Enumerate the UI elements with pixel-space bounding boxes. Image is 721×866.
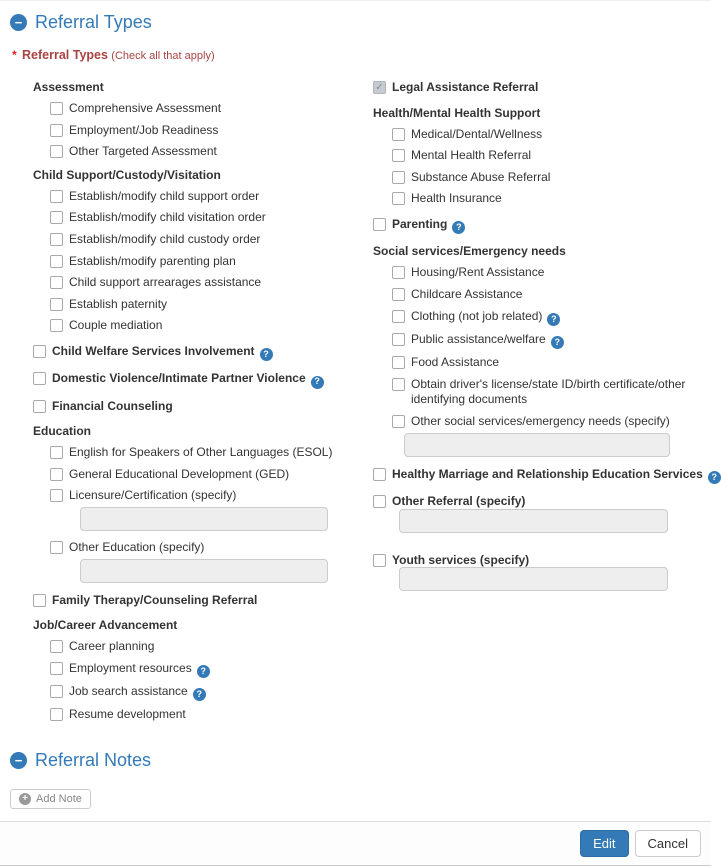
row-other-education <box>50 540 373 556</box>
checkbox-child-welfare-services[interactable] <box>33 345 46 358</box>
checkbox-columns <box>0 72 718 729</box>
label-ged[interactable]: General Educational Development (GED) <box>69 466 290 481</box>
checkbox-medical-dental-wellness[interactable] <box>392 128 405 141</box>
form-footer <box>0 821 711 866</box>
label-employment-job-readiness[interactable]: Employment/Job Readiness <box>69 122 219 137</box>
checkbox-employment-resources[interactable] <box>50 662 63 675</box>
label-other-education[interactable]: Other Education (specify) <box>69 540 205 554</box>
checkbox-financial-counseling[interactable] <box>33 400 46 413</box>
checkbox-youth-services[interactable] <box>373 554 386 567</box>
row-food-assistance <box>392 355 701 371</box>
label-public-assistance-welfare[interactable]: Public assistance/welfare <box>411 331 546 346</box>
group-header-social-services: Social services/Emergency needs <box>373 244 566 259</box>
row-other-targeted-assessment <box>50 144 373 160</box>
checkbox-other-targeted-assessment[interactable] <box>50 145 63 158</box>
add-note-label: Add Note <box>36 793 82 806</box>
label-medical-dental-wellness[interactable]: Medical/Dental/Wellness <box>411 126 543 141</box>
row-job-search-assistance <box>50 684 373 701</box>
row-career-planning <box>50 639 373 655</box>
checkbox-family-therapy[interactable] <box>33 594 46 607</box>
label-employment-resources[interactable]: Employment resources <box>69 660 192 675</box>
checkbox-legal-assistance-checked-disabled: ✓ <box>373 81 386 94</box>
help-icon[interactable]: ? <box>547 313 560 326</box>
label-comprehensive-assessment[interactable]: Comprehensive Assessment <box>69 101 222 115</box>
label-child-support-arrearages[interactable]: Child support arrearages assistance <box>69 275 262 290</box>
label-child-welfare-services[interactable]: Child Welfare Services Involvement <box>52 343 255 358</box>
row-ged <box>50 467 373 483</box>
checkbox-esol[interactable] <box>50 446 63 459</box>
label-establish-paternity[interactable]: Establish paternity <box>69 296 168 311</box>
label-domestic-violence[interactable]: Domestic Violence/Intimate Partner Violence <box>52 371 306 386</box>
label-mental-health-referral[interactable]: Mental Health Referral <box>411 148 532 163</box>
checkbox-establish-child-visitation-order[interactable] <box>50 211 63 224</box>
row-parenting <box>373 217 701 234</box>
checkbox-job-search-assistance[interactable] <box>50 685 63 698</box>
collapse-minus-icon[interactable]: − <box>10 752 27 769</box>
label-health-insurance[interactable]: Health Insurance <box>411 191 502 206</box>
label-establish-child-support-order[interactable]: Establish/modify child support order <box>69 188 260 203</box>
row-domestic-violence <box>33 371 373 388</box>
checkbox-housing-rent-assistance[interactable] <box>392 266 405 279</box>
row-child-welfare-services <box>33 344 373 361</box>
other-referral-input[interactable] <box>399 509 668 533</box>
group-education <box>33 424 373 582</box>
checkbox-healthy-marriage-education[interactable] <box>373 468 386 481</box>
checkbox-establish-child-custody-order[interactable] <box>50 233 63 246</box>
label-childcare-assistance[interactable]: Childcare Assistance <box>411 286 523 301</box>
row-mental-health-referral <box>392 148 701 164</box>
checkbox-substance-abuse-referral[interactable] <box>392 171 405 184</box>
label-couple-mediation[interactable]: Couple mediation <box>69 318 163 333</box>
checkbox-career-planning[interactable] <box>50 640 63 653</box>
help-icon[interactable]: ? <box>193 688 206 701</box>
group-header-assessment: Assessment <box>33 80 104 94</box>
checkbox-resume-development[interactable] <box>50 708 63 721</box>
checkbox-domestic-violence[interactable] <box>33 372 46 385</box>
row-other-social-services <box>392 414 701 430</box>
label-parenting[interactable]: Parenting <box>392 216 448 231</box>
group-health-support <box>373 106 701 207</box>
checkbox-other-social-services[interactable] <box>392 415 405 428</box>
label-esol[interactable]: English for Speakers of Other Languages (ESOL) <box>69 445 333 460</box>
checkbox-other-education[interactable] <box>50 541 63 554</box>
label-food-assistance[interactable]: Food Assistance <box>411 355 500 370</box>
label-resume-development[interactable]: Resume development <box>69 707 186 722</box>
label-establish-child-visitation-order[interactable]: Establish/modify child visitation order <box>69 210 266 225</box>
required-label: Referral Types <box>22 48 108 62</box>
group-header-education: Education <box>33 424 92 439</box>
required-hint: (Check all that apply) <box>111 50 215 62</box>
checkbox-establish-child-support-order[interactable] <box>50 190 63 203</box>
add-note-row <box>0 777 711 821</box>
row-establish-child-support-order <box>50 189 373 205</box>
row-establish-child-custody-order <box>50 232 373 248</box>
row-family-therapy <box>33 593 373 609</box>
row-clothing-not-job-related <box>392 309 701 326</box>
row-childcare-assistance <box>392 287 701 303</box>
row-youth-services <box>373 553 701 569</box>
referral-notes-section-header[interactable] <box>0 739 711 777</box>
checkbox-couple-mediation[interactable] <box>50 319 63 332</box>
label-family-therapy[interactable]: Family Therapy/Counseling Referral <box>52 592 258 607</box>
checkbox-establish-paternity[interactable] <box>50 298 63 311</box>
help-icon[interactable]: ? <box>452 221 465 234</box>
label-establish-parenting-plan[interactable]: Establish/modify parenting plan <box>69 253 236 268</box>
row-employment-resources <box>50 661 373 678</box>
row-legal-assistance <box>373 80 701 96</box>
label-legal-assistance: Legal Assistance Referral <box>392 80 539 94</box>
help-icon[interactable]: ? <box>551 336 564 349</box>
label-financial-counseling[interactable]: Financial Counseling <box>52 398 173 413</box>
group-header-job-career: Job/Career Advancement <box>33 618 178 633</box>
licensure-certification-input[interactable] <box>80 507 328 531</box>
label-establish-child-custody-order[interactable]: Establish/modify child custody order <box>69 231 261 246</box>
youth-services-input[interactable] <box>399 567 668 591</box>
label-other-referral[interactable]: Other Referral (specify) <box>392 493 526 508</box>
row-licensure-certification <box>50 488 373 504</box>
checkbox-public-assistance-welfare[interactable] <box>392 333 405 346</box>
row-healthy-marriage-education <box>373 466 718 484</box>
row-resume-development <box>50 707 373 723</box>
help-icon[interactable]: ? <box>311 376 324 389</box>
row-couple-mediation <box>50 318 373 334</box>
referral-types-title: Referral Types <box>35 12 152 32</box>
checkbox-parenting[interactable] <box>373 218 386 231</box>
cancel-button[interactable]: Cancel <box>635 830 701 857</box>
checkbox-clothing-not-job-related[interactable] <box>392 310 405 323</box>
label-other-targeted-assessment[interactable]: Other Targeted Assessment <box>69 144 217 159</box>
referral-notes-title: Referral Notes <box>35 750 152 771</box>
checkbox-health-insurance[interactable] <box>392 192 405 205</box>
group-header-health-support: Health/Mental Health Support <box>373 105 541 120</box>
label-clothing-not-job-related[interactable]: Clothing (not job related) <box>411 308 543 323</box>
checkbox-establish-parenting-plan[interactable] <box>50 255 63 268</box>
checkbox-ged[interactable] <box>50 468 63 481</box>
label-youth-services[interactable]: Youth services (specify) <box>392 552 530 567</box>
checkbox-other-referral[interactable] <box>373 495 386 508</box>
other-education-input[interactable] <box>80 559 328 583</box>
checkbox-comprehensive-assessment[interactable] <box>50 102 63 115</box>
referral-types-section-header[interactable] <box>0 1 711 39</box>
checkbox-obtain-drivers-license[interactable] <box>392 378 405 391</box>
group-job-career <box>33 618 373 723</box>
group-child-support <box>33 168 373 334</box>
edit-button[interactable]: Edit <box>580 830 628 857</box>
label-career-planning[interactable]: Career planning <box>69 639 155 654</box>
label-substance-abuse-referral[interactable]: Substance Abuse Referral <box>411 169 551 184</box>
group-header-child-support: Child Support/Custody/Visitation <box>33 167 221 182</box>
label-job-search-assistance[interactable]: Job search assistance <box>69 684 188 699</box>
row-other-referral <box>373 494 701 510</box>
checkbox-employment-job-readiness[interactable] <box>50 124 63 137</box>
required-label-line <box>0 39 711 72</box>
label-healthy-marriage-education[interactable]: Healthy Marriage and Relationship Education Services <box>392 466 703 481</box>
right-column <box>373 72 718 729</box>
label-housing-rent-assistance[interactable]: Housing/Rent Assistance <box>411 265 545 280</box>
plus-circle-icon: + <box>19 793 31 805</box>
left-column <box>10 72 373 729</box>
checkbox-licensure-certification[interactable] <box>50 489 63 502</box>
row-public-assistance-welfare <box>392 332 701 349</box>
row-esol <box>50 445 373 461</box>
row-substance-abuse-referral <box>392 170 701 186</box>
collapse-minus-icon[interactable]: − <box>10 14 27 31</box>
row-health-insurance <box>392 191 701 207</box>
label-other-social-services[interactable]: Other social services/emergency needs (specify) <box>411 413 670 428</box>
row-medical-dental-wellness <box>392 127 701 143</box>
other-social-services-input[interactable] <box>404 433 670 457</box>
add-note-button[interactable] <box>10 789 91 809</box>
label-obtain-drivers-license[interactable]: Obtain driver's license/state ID/birth certificate/other identifying documents <box>411 376 686 407</box>
row-establish-paternity <box>50 297 373 313</box>
help-icon[interactable]: ? <box>708 471 721 484</box>
row-establish-parenting-plan <box>50 254 373 270</box>
row-employment-job-readiness <box>50 123 373 139</box>
checkbox-food-assistance[interactable] <box>392 356 405 369</box>
checkbox-child-support-arrearages[interactable] <box>50 276 63 289</box>
label-licensure-certification[interactable]: Licensure/Certification (specify) <box>69 488 237 503</box>
checkbox-mental-health-referral[interactable] <box>392 149 405 162</box>
row-comprehensive-assessment <box>50 101 373 117</box>
help-icon[interactable]: ? <box>260 348 273 361</box>
row-obtain-drivers-license <box>392 377 701 408</box>
row-establish-child-visitation-order <box>50 210 373 226</box>
row-child-support-arrearages <box>50 275 373 291</box>
required-asterisk: * <box>12 48 17 62</box>
group-social-services <box>373 244 701 456</box>
group-assessment <box>33 80 373 160</box>
checkbox-childcare-assistance[interactable] <box>392 288 405 301</box>
help-icon[interactable]: ? <box>197 665 210 678</box>
row-financial-counseling <box>33 399 373 415</box>
row-housing-rent-assistance <box>392 265 701 281</box>
